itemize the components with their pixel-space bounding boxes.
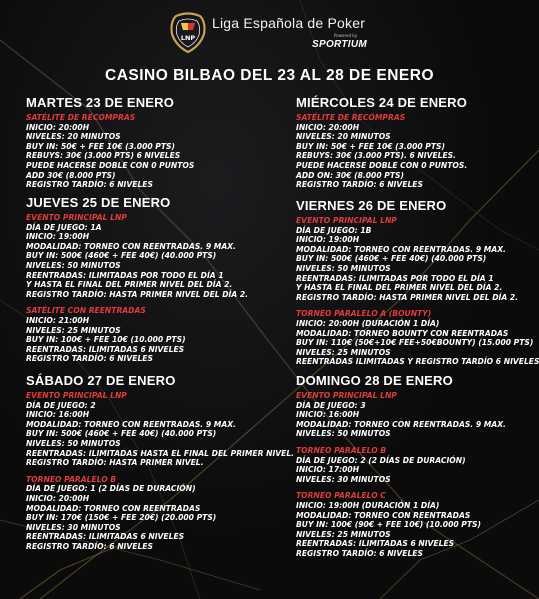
- event-line: PUEDE HACERSE DOBLE CON 0 PUNTOS: [26, 160, 195, 170]
- event-name: TORNEO PARALELO B: [26, 474, 117, 484]
- event-name: TORNEO PARALELO B: [296, 445, 387, 455]
- event-line: REGISTRO TARDÍO: 6 NIVELES: [26, 180, 153, 190]
- event-line: BUY IN: 100€ (90€ + FEE 10€) (10.000 PTS): [296, 520, 481, 530]
- event-line: MODALIDAD: TORNEO CON REENTRADAS. 9 MAX.: [26, 419, 236, 429]
- event-line: Y HASTA EL FINAL DEL PRIMER NIVEL DEL DÍA 2.: [296, 283, 503, 293]
- event-line: BUY IN: 500€ (460€ + FEE 40€) (40.000 PTS): [26, 429, 217, 439]
- event-line: MODALIDAD: TORNEO BOUNTY CON REENTRADAS: [296, 328, 509, 338]
- event-line: ADD 30€ (8.000 PTS): [26, 170, 116, 180]
- event: [296, 216, 539, 302]
- day-title: VIERNES 26 DE ENERO: [296, 198, 447, 213]
- event-line: REENTRADAS: ILIMITADAS 6 NIVELES: [26, 344, 185, 354]
- event-line: REENTRADAS: ILIMITADAS POR TODO EL DÍA 1: [296, 273, 494, 283]
- event-line: NIVELES: 50 MINUTOS: [296, 263, 391, 273]
- event-name: EVENTO PRINCIPAL LNP: [296, 216, 397, 225]
- event-line: DÍA DE JUEGO: 2: [26, 400, 96, 410]
- event-line: BUY IN: 500€ (460€ + FEE 40€) (40.000 PTS): [296, 254, 487, 264]
- event-line: INICIO: 20:00H: [26, 493, 90, 503]
- logo-badge-text: LNP: [180, 34, 196, 42]
- event-line: REBUYS: 30€ (3.000 PTS). 6 NIVELES.: [296, 151, 457, 161]
- event: [26, 306, 276, 364]
- event-line: NIVELES: 50 MINUTOS: [296, 429, 391, 439]
- event-line: INICIO: 21:00H: [26, 315, 90, 325]
- event-name: SATÉLITE CON REENTRADAS: [26, 306, 146, 316]
- event-line: INICIO: 17:00H: [296, 465, 360, 475]
- event-line: INICIO: 20:00H: [296, 122, 360, 132]
- event-line: REGISTRO TARDÍO: HASTA PRIMER NIVEL DEL DÍA 2.: [296, 292, 519, 302]
- event-line: NIVELES: 30 MINUTOS: [26, 522, 121, 532]
- event-line: NIVELES: 25 MINUTOS: [26, 325, 121, 335]
- day-block: [296, 198, 539, 374]
- event-line: MODALIDAD: TORNEO CON REENTRADAS. 9 MAX.: [26, 241, 236, 251]
- event-line: DÍA DE JUEGO: 3: [296, 400, 366, 410]
- event-line: BUY IN: 170€ (150€ + FEE 20€) (20.000 PTS): [26, 513, 217, 523]
- event-line: BUY IN: 100€ + FEE 10€ (10.000 PTS): [26, 335, 186, 345]
- event-name: EVENTO PRINCIPAL LNP: [296, 391, 397, 400]
- page-title: CASINO BILBAO DEL 23 AL 28 DE ENERO: [105, 67, 434, 84]
- header: [0, 0, 539, 64]
- event-line: BUY IN: 110€ (50€+10€ FEE+50€BOUNTY) (15.000 PTS): [296, 338, 534, 348]
- event-line: NIVELES: 25 MINUTOS: [296, 529, 391, 539]
- event-line: INICIO: 19:00H (DURACIÓN 1 DÍA): [296, 500, 440, 510]
- day-block: [296, 95, 539, 197]
- event-line: DÍA DE JUEGO: 2 (2 DÍAS DE DURACIÓN): [296, 455, 466, 465]
- event-line: INICIO: 20:00H: [26, 122, 90, 132]
- event-line: INICIO: 16:00H: [26, 410, 90, 420]
- day-block: [296, 373, 539, 566]
- day-block: [26, 373, 295, 559]
- powered-by-label: Powered by: [334, 33, 358, 38]
- event-line: NIVELES: 50 MINUTOS: [26, 438, 121, 448]
- event-line: REGISTRO TARDÍO: 6 NIVELES: [296, 180, 423, 190]
- event: [26, 213, 276, 299]
- event: [296, 391, 539, 439]
- lnp-logo-icon: [168, 12, 208, 54]
- event: [26, 475, 276, 552]
- event-line: Y HASTA EL FINAL DEL PRIMER NIVEL DEL DÍA 2.: [26, 280, 233, 290]
- event-name: TORNEO PARALELO C: [296, 491, 386, 501]
- logo-title: Liga Española de Poker: [212, 15, 366, 31]
- day-title: DOMINGO 28 DE ENERO: [296, 373, 453, 388]
- day-title: SÁBADO 27 DE ENERO: [26, 373, 176, 388]
- event-name: TORNEO PARALELO A (BOUNTY): [296, 309, 432, 319]
- event: [26, 391, 295, 468]
- event: [296, 309, 539, 367]
- day-title: MIÉRCOLES 24 DE ENERO: [296, 95, 468, 110]
- event-line: MODALIDAD: TORNEO CON REENTRADAS: [26, 503, 201, 513]
- event: [26, 113, 276, 190]
- event-line: REBUYS: 30€ (3.000 PTS) 6 NIVELES: [26, 151, 181, 161]
- event-line: DÍA DE JUEGO: 1B: [296, 225, 372, 235]
- event-name: EVENTO PRINCIPAL LNP: [26, 213, 127, 222]
- event-line: REGISTRO TARDÍO: 6 NIVELES: [26, 541, 153, 551]
- day-block: [26, 195, 276, 371]
- event-line: PUEDE HACERSE DOBLE CON 0 PUNTOS.: [296, 160, 468, 170]
- event-line: NIVELES: 25 MINUTOS: [296, 347, 391, 357]
- day-block: [26, 95, 276, 197]
- event-line: INICIO: 20:00H (DURACIÓN 1 DÍA): [296, 318, 440, 328]
- event-name: SATÉLITE DE RECOMPRAS: [26, 113, 136, 122]
- event: [296, 446, 539, 484]
- event-line: REENTRADAS: ILIMITADAS POR TODO EL DÍA 1: [26, 270, 224, 280]
- event-line: REGISTRO TARDÍO: HASTA PRIMER NIVEL.: [26, 458, 204, 468]
- event-line: INICIO: 16:00H: [296, 410, 360, 420]
- event-name: SATÉLITE DE RECOMPRAS: [296, 113, 406, 122]
- event-line: BUY IN: 500€ (460€ + FEE 40€) (40.000 PTS): [26, 251, 217, 261]
- event-line: MODALIDAD: TORNEO CON REENTRADAS. 9 MAX.: [296, 244, 506, 254]
- event-line: MODALIDAD: TORNEO CON REENTRADAS. 9 MAX.: [296, 419, 506, 429]
- event-line: MODALIDAD: TORNEO CON REENTRADAS: [296, 510, 471, 520]
- event-line: NIVELES: 50 MINUTOS: [26, 260, 121, 270]
- event-line: DÍA DE JUEGO: 1 (2 DÍAS DE DURACIÓN): [26, 484, 196, 494]
- event: [296, 491, 539, 558]
- event-name: EVENTO PRINCIPAL LNP: [26, 391, 127, 400]
- event-line: NIVELES: 30 MINUTOS: [296, 474, 391, 484]
- event-line: INICIO: 19:00H: [296, 235, 360, 245]
- event-line: ADD ON: 30€ (8.000 PTS): [296, 170, 404, 180]
- event-line: REENTRADAS: ILIMITADAS 6 NIVELES: [296, 539, 455, 549]
- event: [296, 113, 539, 190]
- event-line: REGISTRO TARDÍO: HASTA PRIMER NIVEL DEL DÍA 2.: [26, 289, 249, 299]
- event-line: REGISTRO TARDÍO: 6 NIVELES: [296, 548, 423, 558]
- day-title: JUEVES 25 DE ENERO: [26, 195, 171, 210]
- event-line: BUY IN: 50€ + FEE 10€ (3.000 PTS): [26, 141, 175, 151]
- event-line: DÍA DE JUEGO: 1A: [26, 222, 102, 232]
- event-line: REENTRADAS: ILIMITADAS 6 NIVELES: [26, 532, 185, 542]
- event-line: REENTRADAS: ILIMITADAS HASTA EL FINAL DEL PRIMER NIVEL.: [26, 448, 295, 458]
- event-line: NIVELES: 20 MINUTOS: [26, 132, 121, 142]
- event-line: REGISTRO TARDÍO: 6 NIVELES: [26, 354, 153, 364]
- event-line: NIVELES: 20 MINUTOS: [296, 132, 391, 142]
- event-line: INICIO: 19:00H: [26, 232, 90, 242]
- sponsor-logo: SPORTIUM: [312, 39, 367, 50]
- event-line: BUY IN: 50€ + FEE 10€ (3.000 PTS): [296, 141, 445, 151]
- event-line: REENTRADAS ILIMITADAS Y REGISTRO TARDÍO 6 NIVELES: [296, 357, 539, 367]
- day-title: MARTES 23 DE ENERO: [26, 95, 175, 110]
